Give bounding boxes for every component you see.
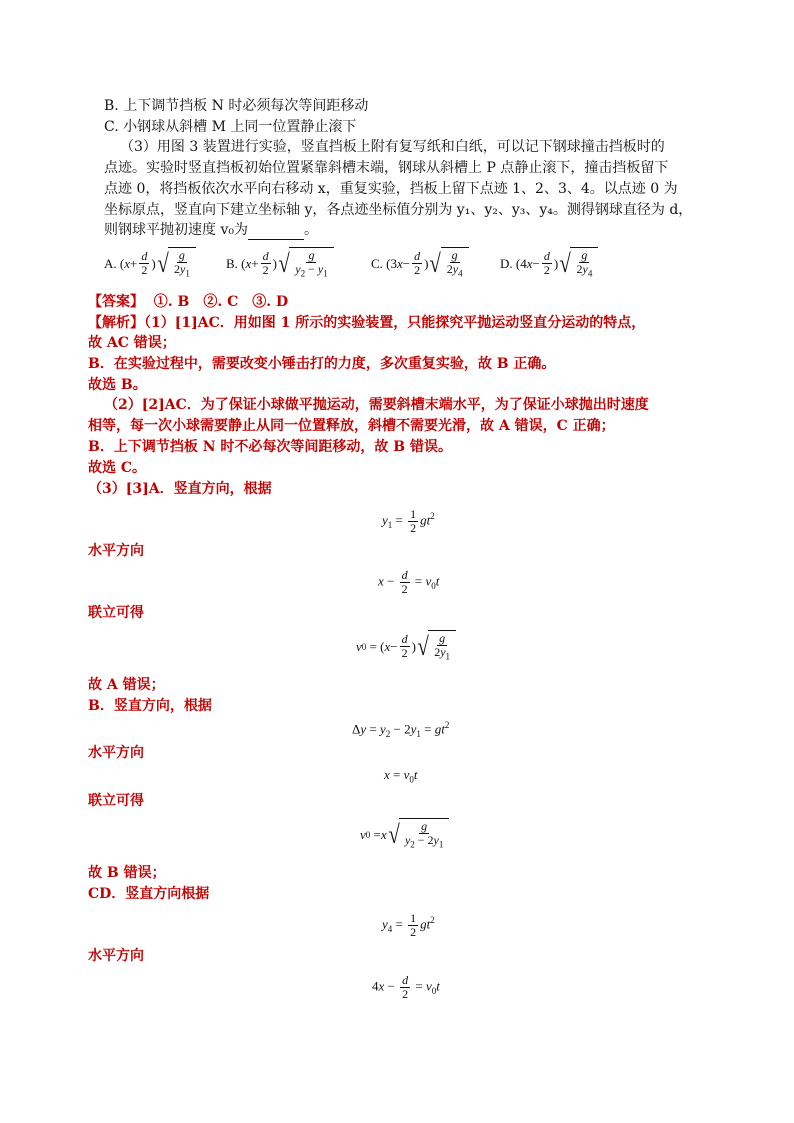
- analysis-p1d: 故选 B。: [88, 377, 147, 393]
- question-3-line-2: 点迹。实验时竖直挡板初始位置紧靠斜槽末端，钢球从斜槽上 P 点静止滚下，撞击挡板留下: [104, 160, 669, 176]
- equation-horizontal-c: 4x − $\frac{d}{2}$ = $v_0t$: [372, 973, 440, 1001]
- analysis-p1c: B．在实验过程中，需要改变小锤击打的力度，多次重复实验，故 B 正确。: [88, 356, 556, 372]
- answer-tag: 【答案】: [88, 294, 144, 310]
- option-b-text: B. 上下调节挡板 N 时必须每次等间距移动: [104, 98, 369, 114]
- question-3-end: 。: [303, 222, 318, 238]
- answer-text: ①. B ②. C ③. D: [153, 294, 289, 310]
- analysis-p3b: B．竖直方向，根据: [88, 698, 212, 714]
- choice-b: B. ( x + $\frac{d}{2}$ ) √ $\frac{g}{y_2 - y_1}$: [226, 247, 334, 280]
- analysis-a-wrong: 故 A 错误；: [88, 677, 165, 693]
- analysis-h1: 水平方向: [88, 543, 144, 559]
- analysis-p1b: 故 AC 错误；: [88, 335, 176, 351]
- analysis-l2: 联立可得: [88, 793, 144, 809]
- equation-horizontal-a: x − $\frac{d}{2}$ = $v_0t$: [378, 568, 440, 596]
- choice-c: C. (3 x − $\frac{d}{2}$ ) √ $\frac{g}{2y_4}$: [371, 247, 469, 280]
- answer-line: [88, 292, 288, 312]
- analysis-line-1: [88, 313, 645, 333]
- question-3-line-1: （3）用图 3 装置进行实验，竖直挡板上附有复写纸和白纸，可以记下钢球撞击挡板时的: [120, 139, 665, 155]
- analysis-h3: 水平方向: [88, 948, 144, 964]
- equation-v0-b: v 0 = x √ $\frac{g}{y_2 - 2y_1}$: [360, 818, 449, 851]
- choice-d: D. (4 x − $\frac{d}{2}$ ) √ $\frac{g}{2y_4}$: [500, 247, 598, 280]
- option-c-text: C. 小钢球从斜槽 M 上同一位置静止滚下: [104, 119, 357, 135]
- equation-horizontal-b: $x = v_0t$: [384, 767, 418, 785]
- analysis-p3c: CD．竖直方向根据: [88, 886, 210, 902]
- analysis-l1: 联立可得: [88, 605, 144, 621]
- choice-c-label: C.: [371, 255, 383, 271]
- choice-a-label: A.: [104, 255, 117, 271]
- equation-y4: $y_4$ = $\frac{1}{2}$ $gt^2$: [382, 911, 435, 939]
- choice-a: A. ( x + $\frac{d}{2}$ ) √ $\frac{g}{2y_1}$: [104, 247, 196, 280]
- equation-v0-a: v 0 = ( x − $\frac{d}{2}$ ) √ $\frac{g}{2y_1}$: [356, 630, 456, 663]
- answer-blank: [248, 225, 304, 240]
- analysis-p2b: 相等，每一次小球需要静止从同一位置释放，斜槽不需要光滑，故 A 错误，C 正确；: [88, 418, 615, 434]
- analysis-p2c: B．上下调节挡板 N 时不必每次等间距移动，故 B 错误。: [88, 439, 452, 455]
- question-3-line-3: 点迹 0，将挡板依次水平向右移动 x，重复实验，挡板上留下点迹 1、2、3、4。以点迹 0 为: [104, 181, 678, 197]
- analysis-p2d: 故选 C。: [88, 460, 147, 476]
- choice-d-label: D.: [500, 255, 513, 271]
- equation-y1: $y_1$ = $\frac{1}{2}$ $gt^2$: [382, 507, 435, 535]
- analysis-p3a: （3）[3]A．竖直方向，根据: [88, 481, 272, 497]
- question-3-line-4: 坐标原点，竖直向下建立坐标轴 y，各点迹坐标值分别为 y₁、y₂、y₃、y₄。测得钢球直径为 d，: [104, 202, 693, 218]
- analysis-p1a: （1）[1]AC．用如图 1 所示的实验装置，只能探究平抛运动竖直分运动的特点，: [144, 315, 646, 331]
- equation-delta-y: $\Delta y = y_2 - 2y_1 = gt^2$: [352, 720, 450, 739]
- question-3-stem: 则钢球平抛初速度 v₀为: [104, 222, 248, 238]
- question-3-line-5: [104, 220, 318, 240]
- analysis-tag: 【解析】: [88, 315, 144, 331]
- analysis-h2: 水平方向: [88, 745, 144, 761]
- analysis-b-wrong: 故 B 错误；: [88, 865, 166, 881]
- choice-b-label: B.: [226, 255, 238, 271]
- analysis-p2a: （2）[2]AC．为了保证小球做平抛运动，需要斜槽末端水平，为了保证小球抛出时速度: [104, 397, 649, 413]
